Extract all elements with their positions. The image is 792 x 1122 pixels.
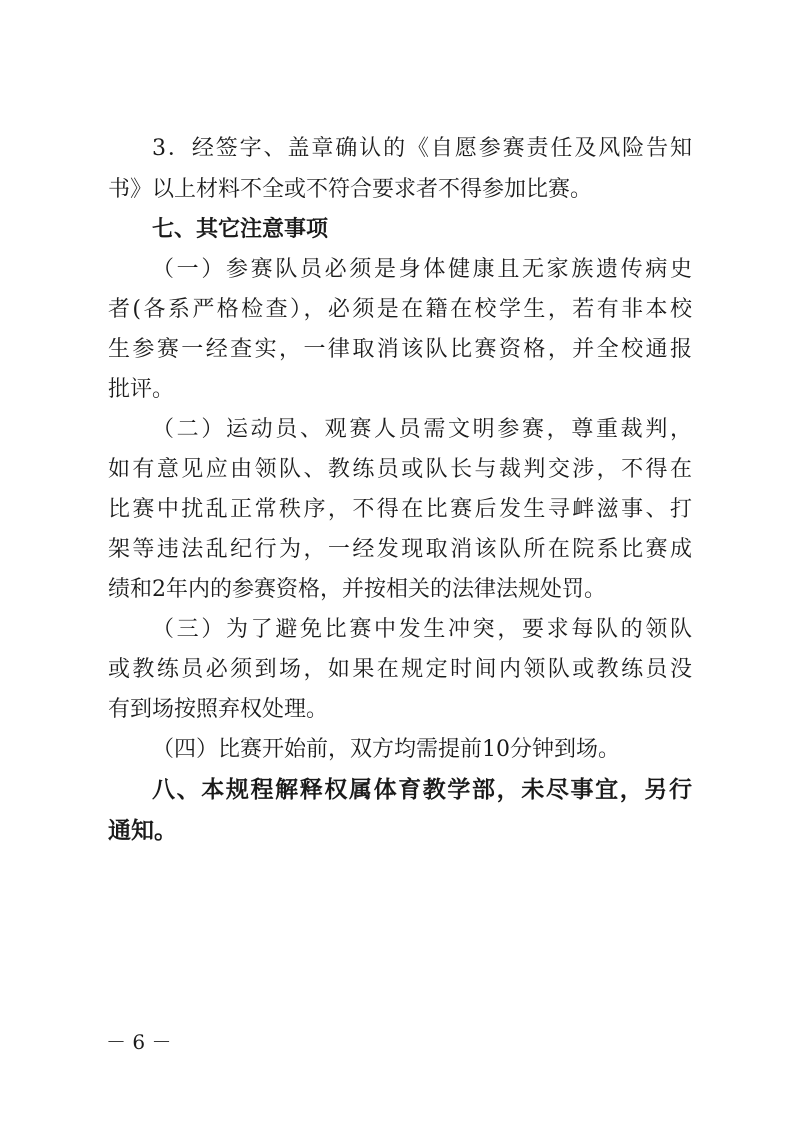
clause-2-line-5: 绩和2年内的参赛资格，并按相关的法律法规处罚。 <box>108 577 606 602</box>
clause-2-line-2: 如有意见应由领队、教练员或队长与裁判交涉，不得在 <box>108 457 692 482</box>
clause-2-line-4: 架等违法乱纪行为，一经发现取消该队所在院系比赛成 <box>108 537 692 562</box>
clause-2-line-3: 比赛中扰乱正常秩序，不得在比赛后发生寻衅滋事、打 <box>108 497 692 522</box>
section-7-heading: 七、其它注意事项 <box>152 217 329 242</box>
section-8-heading-line-2: 通知。 <box>108 818 177 844</box>
clause-1-line-3: 生参赛一经查实，一律取消该队比赛资格，并全校通报 <box>108 337 692 362</box>
clause-4-line-1: （四）比赛开始前，双方均需提前10分钟到场。 <box>152 737 620 762</box>
clause-2-line-1: （二）运动员、观赛人员需文明参赛，尊重裁判， <box>152 417 692 442</box>
page-number: － 6 － <box>106 1030 172 1054</box>
clause-3-line-3: 有到场按照弃权处理。 <box>108 697 329 722</box>
clause-3-line-2: 或教练员必须到场，如果在规定时间内领队或教练员没 <box>108 657 692 682</box>
clause-3-line-1: （三）为了避免比赛中发生冲突，要求每队的领队 <box>152 617 692 642</box>
rule-item-3-line-2: 书》以上材料不全或不符合要求者不得参加比赛。 <box>108 177 593 202</box>
clause-1-line-1: （一）参赛队员必须是身体健康且无家族遗传病史 <box>152 257 692 282</box>
rule-item-3-line-1: 3．经签字、盖章确认的《自愿参赛责任及风险告知 <box>152 136 692 161</box>
section-8-heading-line-1: 八、本规程解释权属体育教学部，未尽事宜，另行 <box>152 777 692 803</box>
clause-1-line-4: 批评。 <box>108 377 175 402</box>
clause-1-line-2: 者(各系严格检查），必须是在籍在校学生，若有非本校 <box>108 297 692 322</box>
